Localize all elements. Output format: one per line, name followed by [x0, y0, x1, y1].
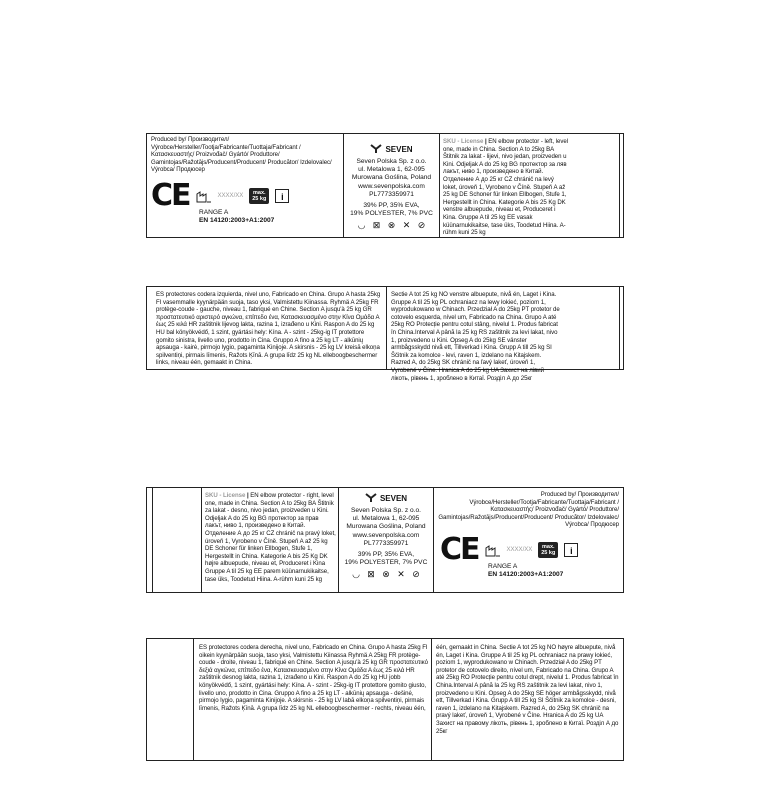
divider [152, 488, 153, 592]
company-street: ul. Metalowa 1, 62-095 [352, 515, 420, 523]
lang-text-a: ES protectores codera derecha, nivel uno, Fabricado en China. Grupo A hasta 25kg FI oikein kyynärpään suoja, taso yksi, Valmistettu Kiinassa Ryhmä A 25kg FR protège-coude - droite, niveau 1, fabriqué en Chine. Section A jusqu'à 25 kg GR προστατευτικό δεξιά αγκώνα, επίπεδο ένα, Κατασκευασμένο στην Κίνα Ομάδα Α έως 25 κιλά HR zaštitnik desnog lakta, razina 1, izrađeno u Kini. Raspon A do 25 kg HU jobb könyökvédő, 1 szint, gyártási hely: Kína. A - szint - 25kg-ig IT protettore gomito giusto, livello uno, prodotto in Cina. Gruppo A fino a 25 kg LT - alkūnių apsauga - dešinė, pirmojo lygio, pagaminta Kinijoje. A skirsnis - 25 kg LV labā elkoņa spilventiņi, pirmais līmenis, Ražots Ķīnā. A grupa līdz 25 kg NL elleboogbeschermer - rechts, niveau één, [199, 644, 428, 712]
ce-mark-icon: CE [151, 177, 190, 213]
logo-text: SEVEN [379, 493, 408, 503]
max-label: max. [542, 543, 555, 550]
producer-text: Produced by/ Производител/ Výrobce/Hersteller/Tootja/Fabricante/Tuottaja/Fabricant /Κατασκευαστής/ Proizvođač/ Gyártó/ Produttore/ Gamintojas/Ražotājs/Producent/Producent/ Producător/ Izdelovalec/ Výrobca/ Продюсер [151, 136, 332, 174]
sku-paragraph [443, 138, 568, 237]
sku-text: EN elbow protector - right, level one, made in China. Section A to 25kg BA Štitnik za lakat - desno, nivo jedan, proizveden u Kini. Odjeljak A do 25 kg BG протектор за прав лакът, ниво 1, произведено в Китай. Отделение А до 25 кг CZ chránič na pravý loket, úroveň 1, Vyrobeno v Číně. Stupeň A až 25 kg DE Schoner für linken Ellbogen, Stufe 1, Hergestellt in China. Kategorie A bis 25 Kg DK højre albuepude, niveau et, Produceret i Kina Gruppe A til 25 kg EE parem küünarnukikaitse, tase üks, Toodetud Hiina. A-rühm kuni 25 kg [205, 492, 336, 583]
lang-column-a [147, 287, 386, 369]
divider [619, 134, 620, 237]
company-street: ul. Metalowa 1, 62-095 [358, 166, 425, 174]
instructions-book-icon: i [564, 543, 578, 557]
lang-column-b [432, 639, 624, 760]
company-city: Murowana Goślina, Poland [346, 523, 426, 531]
range-text: RANGE A [199, 208, 229, 216]
care-symbols [344, 220, 439, 230]
no-bleach-icon: ⊠ [372, 220, 381, 231]
company-city: Murowana Goślina, Poland [351, 174, 432, 182]
manufacture-date-icon [196, 190, 212, 202]
lang-text-b: Sectie A tot 25 kg NO venstre albuepute, nivå én, Laget i Kina. Gruppe A til 25 kg PL ochraniacz na lewy łokieć, poziom 1, wyprodukowano w Chinach. Przedział A do 25kg PT protetor de cotovelo esquerda, nível um, Fabricado na China. Grupo A até 25kg RO Protecție pentru cotul stâng, nivelul 1. Produs fabricat în China.Interval A până la 25 kg RS zaštitnik za levi lakat, nivo 1, proizvedeno u Kini. Opseg A do 25kg SE vänster armbågsskydd nivå ett, Tillverkad i Kina. Grupp A till 25 kg SI Ščitnik za komolce - levi, raven 1, izdelano na Kitajskem. Razred A, do 25kg SK chránič na ľavý lakeť, úroveň 1, Vyrobené v Číne. Hranica A do 25 kg UA Захист на лівий лікоть, рівень 1, зроблено в Китаї. Розділ А до 25кг [391, 291, 560, 382]
company-name: Seven Polska Sp. z o.o. [356, 158, 427, 165]
product-label-right [146, 487, 624, 593]
company-pl: PL7773359971 [369, 190, 414, 198]
max-value: 25 kg [541, 549, 556, 556]
no-tumble-dry-icon: ⊗ [387, 220, 396, 231]
ce-mark-icon: CE [440, 531, 479, 567]
no-dryclean-icon: ⊘ [412, 569, 420, 580]
company-column [339, 488, 433, 592]
composition-line-1: 39% PP, 35% EVA, [363, 202, 420, 210]
seven-logo [344, 144, 439, 154]
no-tumble-dry-icon: ⊗ [382, 569, 390, 580]
manufacture-date-icon [485, 544, 501, 556]
sku-column [202, 488, 338, 592]
producer-column [147, 134, 343, 237]
xxxx-code: XXXX/XX [217, 192, 244, 200]
composition-line-1: 39% PP, 35% EVA, [357, 551, 415, 559]
company-web: www.sevenpolska.com [358, 182, 425, 190]
producer-column [434, 488, 623, 592]
seven-logo [339, 493, 433, 503]
max-weight-icon [249, 188, 269, 204]
wash-icon: ◡ [352, 569, 360, 580]
lang-text-a: ES protectores codera izquierda, nivel uno, Fabricado en China. Grupo A hasta 25kg FI vasemmalle kyynärpään suoja, taso yksi, Valmistettu Kiinassa. Ryhmä A 25kg FR protège-coude - gauche, niveau 1, fabriqué en Chine. Section A jusqu'à 25 kg GR προστατευτικό αριστερό αγκώνα, επίπεδο ένα, Κατασκευασμένο στην Κίνα Ομάδα Α έως 25 κιλά HR zaštitnik lijevog lakta, razina 1, izrađeno u Kini. Raspon A do 25 kg HU bal könyökvédő, 1 szint, gyártási hely: Kína. A - szint - 25kg-ig IT protettore gomito sinistra, livello uno, prodotto in Cina. Gruppo A fino a 25 kg LT - alkūnių apsauga - kairė, pirmojo lygio, pagaminta Kinijoje. A skirsnis - 25 kg LV kreisā elkoņa spilventiņi, pirmais līmenis, Ražots Ķīnā. A grupa līdz 25 kg NL elleboogbeschermer links, niveau één, gemaakt in China. [156, 291, 381, 367]
divider [619, 287, 620, 369]
lang-column-a [194, 639, 431, 760]
composition-line-2: 19% POLYESTER, 7% PVC [350, 210, 433, 218]
no-dryclean-icon: ⊘ [417, 220, 426, 231]
sku-column [440, 134, 570, 237]
lang-text-b: één, gemaakt in China. Sectie A tot 25 kg NO høyre albuepute, nivå én, Laget i Kina. Gruppe A til 25 kg PL ochraniacz na prawy łokieć, poziom 1, wyprodukowano w Chinach. Przedział A do 25kg PT protetor de cotovelo direito, nível um, Fabricado na China. Grupo A até 25kg RO Protecție pentru cotul drept, nivelul 1. Produs fabricat în China.Interval A până la 25 kg RS zaštitnik za levi lakat, nivo 1, proizvedeno u Kini. Opseg A do 25kg SE höger armbågsskydd, nivå ett, Tillverkad i Kina. Grupp A till 25 kg SI Ščitnik za komolce - desni, raven 1, izdelano na Kitajskem. Razred A, do 25kg SK chránič na pravý lakeť, úroveň 1, Vyrobené v Číne. Hranica A do 25 kg UA Захист на правому лікоть, рівень 1, зроблено в Китаї. Розділ А до 25кг [436, 644, 619, 735]
company-name: Seven Polska Sp. z o.o. [350, 507, 421, 514]
standard-text: EN 14120:2003+A1:2007 [199, 217, 275, 225]
composition-line-2: 19% POLYESTER, 7% PVC [344, 559, 428, 567]
sku-label: SKU - License [443, 138, 484, 145]
company-column [344, 134, 439, 237]
sku-text: EN elbow protector - left, level one, made in China. Section A to 25kg BA Štitnik za lakat - lijevi, nivo jedan, proizveden u Kini. Odjeljak A do 25 kg BG протектор за ляв лакът, ниво 1, произведено в Китай. Отделение А до 25 кг CZ chránič na levý loket, úroveň 1, Vyrobeno v Číně. Stupeň A až 25 kg DE Schoner für linken Ellbogen, Stufe 1, Hergestellt in China. Kategorie A bis 25 Kg DK venstre albuepude, niveau et, Produceret i Kina. Gruppe A til 25 kg EE vasak küünarnukikaitse, tase üks, Toodetud Hiina. A-rühm kuni 25 kg [443, 138, 568, 237]
company-web: www.sevenpolska.com [352, 531, 420, 539]
max-value: 25 kg [252, 195, 267, 202]
lang-column-b [387, 287, 565, 382]
producer-text: Produced by/ Производител/ Výrobce/Hersteller/Tootja/Fabricante/Tuottaja/Fabricant /Κατασκευαστής/ Proizvođač/ Gyártó/ Produttore/ Gamintojas/Ražotājs/Producent/Producent/ Producător/ Izdelovalec/ Výrobca/ Продюсер [438, 491, 619, 529]
no-bleach-icon: ⊠ [367, 569, 375, 580]
no-iron-icon: ✕ [402, 220, 411, 231]
logo-text: SEVEN [385, 144, 413, 154]
sku-separator: | [246, 492, 249, 499]
max-label: max. [253, 189, 266, 196]
language-block-right [146, 638, 624, 761]
sku-separator: | [484, 138, 487, 145]
sku-label: SKU - License [205, 492, 246, 499]
language-block-left [146, 286, 624, 382]
instructions-book-icon: i [275, 189, 289, 203]
product-label-left [146, 133, 624, 238]
sku-paragraph [205, 492, 336, 583]
no-iron-icon: ✕ [397, 569, 405, 580]
wash-icon: ◡ [357, 220, 366, 231]
xxxx-code: XXXX/XX [506, 546, 533, 554]
range-text: RANGE A [488, 562, 518, 570]
care-symbols [339, 569, 433, 579]
company-pl: PL7773359971 [363, 539, 409, 547]
standard-text: EN 14120:2003+A1:2007 [488, 571, 564, 579]
max-weight-icon [538, 542, 558, 558]
